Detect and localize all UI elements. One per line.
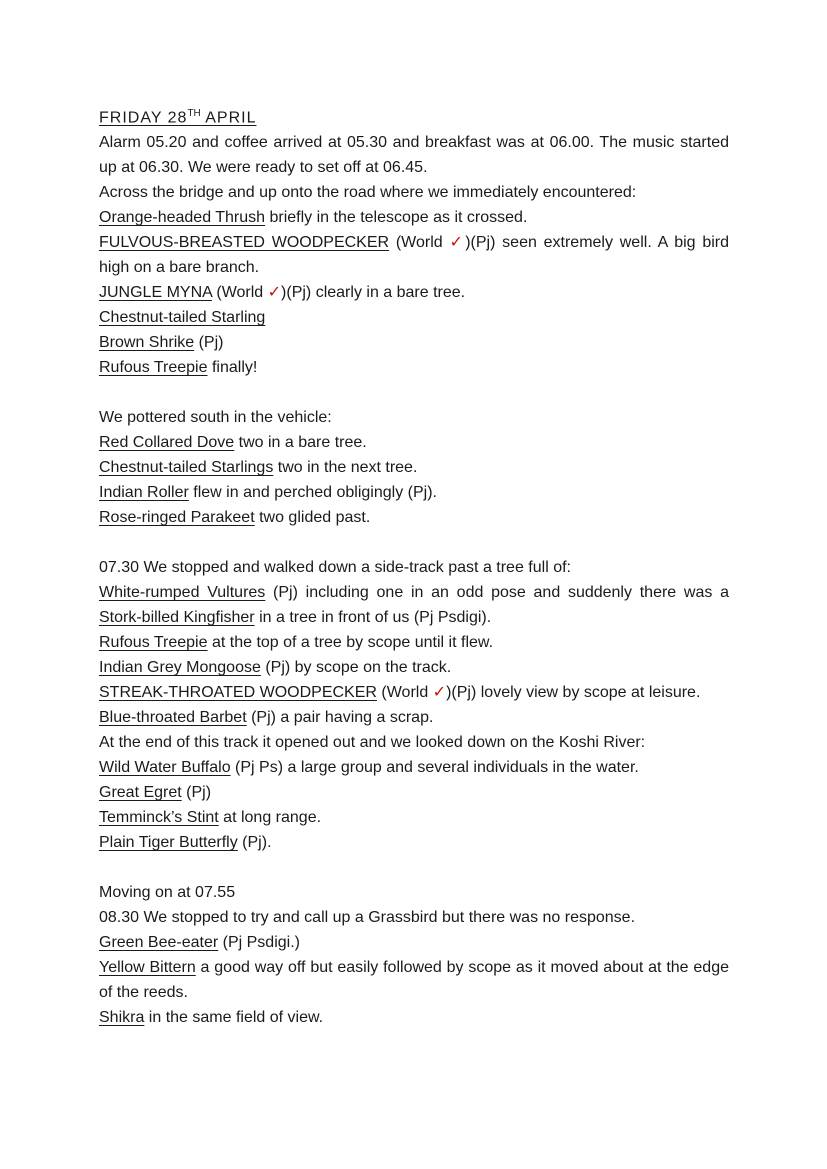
checkmark-icon: ✓ [267, 284, 282, 302]
paragraph [99, 580, 729, 630]
paragraph [99, 305, 729, 330]
paragraph [99, 130, 729, 180]
text-segment: FRIDAY 28 [99, 109, 188, 127]
text-segment: (World [211, 284, 268, 302]
paragraph [99, 430, 729, 455]
paragraph [99, 705, 729, 730]
paragraph [99, 205, 729, 230]
text-segment: (Pj) by scope on the track. [260, 659, 452, 677]
species-name: Chestnut-tailed Starlings [99, 459, 274, 477]
paragraph [99, 780, 729, 805]
paragraph [99, 1005, 729, 1030]
text-segment: (Pj) a pair having a scrap. [246, 709, 434, 727]
paragraph [99, 955, 729, 1005]
text-segment: (Pj Psdigi.) [218, 934, 300, 952]
text-segment: (Pj Ps) a large group and several individuals in the water. [230, 759, 639, 777]
paragraph [99, 455, 729, 480]
paragraph [99, 730, 729, 755]
text-segment: Alarm 05.20 and coffee arrived at 05.30 and breakfast was at 06.00. The music started up at 06.30. We were ready to set off at 06.45. [99, 134, 729, 177]
text-segment: in a tree in front of us (Pj Psdigi). [254, 609, 492, 627]
species-name: Orange-headed Thrush [99, 209, 266, 227]
text-segment: (World [376, 684, 433, 702]
text-segment: (Pj). [237, 834, 272, 852]
ordinal-superscript: TH [187, 108, 201, 119]
text-segment: a good way off but easily followed by scope as it moved about at the edge of the reeds. [99, 959, 729, 1002]
text-segment: briefly in the telescope as it crossed. [265, 209, 528, 227]
text-segment: (Pj) [194, 334, 224, 352]
blank-line [99, 380, 729, 405]
page-title [99, 101, 729, 130]
species-name: White-rumped Vultures [99, 584, 266, 602]
text-segment: in the same field of view. [144, 1009, 324, 1027]
species-name: Rose-ringed Parakeet [99, 509, 255, 527]
text-segment: two in a bare tree. [234, 434, 367, 452]
species-name: Stork-billed Kingfisher [99, 609, 255, 627]
species-name: Yellow Bittern [99, 959, 196, 977]
paragraph [99, 830, 729, 855]
species-name: STREAK-THROATED WOODPECKER [99, 684, 377, 702]
blank-line [99, 855, 729, 880]
paragraph [99, 505, 729, 530]
text-segment: Moving on at 07.55 [99, 884, 236, 902]
text-segment: )(Pj) clearly in a bare tree. [281, 284, 466, 302]
text-segment: Across the bridge and up onto the road where we immediately encountered: [99, 184, 637, 202]
checkmark-icon: ✓ [449, 234, 466, 252]
text-segment: 07.30 We stopped and walked down a side-track past a tree full of: [99, 559, 571, 577]
text-segment: (Pj) including one in an odd pose and suddenly there was a [265, 584, 729, 602]
paragraph [99, 280, 729, 305]
paragraph [99, 880, 729, 905]
species-name: Great Egret [99, 784, 182, 802]
text-segment: )(Pj) lovely view by scope at leisure. [446, 684, 701, 702]
paragraph [99, 680, 729, 705]
paragraph [99, 930, 729, 955]
text-segment: at long range. [218, 809, 322, 827]
text-segment: two in the next tree. [273, 459, 418, 477]
text-segment: (World [389, 234, 450, 252]
paragraph [99, 905, 729, 930]
paragraph [99, 405, 729, 430]
text-segment: APRIL [200, 109, 257, 127]
species-name: Temminck’s Stint [99, 809, 219, 827]
text-segment: At the end of this track it opened out and we looked down on the Koshi River: [99, 734, 646, 752]
paragraph [99, 355, 729, 380]
species-name: Plain Tiger Butterfly [99, 834, 238, 852]
document-content [99, 101, 729, 1030]
text-segment: 08.30 We stopped to try and call up a Grassbird but there was no response. [99, 909, 636, 927]
text-segment: finally! [207, 359, 258, 377]
paragraph [99, 330, 729, 355]
species-name: Chestnut-tailed Starling [99, 309, 266, 327]
species-name: Indian Roller [99, 484, 189, 502]
species-name: Rufous Treepie [99, 359, 208, 377]
checkmark-icon: ✓ [432, 684, 447, 702]
species-name: Green Bee-eater [99, 934, 219, 952]
paragraph [99, 480, 729, 505]
species-name: FULVOUS-BREASTED WOODPECKER [99, 234, 390, 252]
text-segment: two glided past. [254, 509, 371, 527]
text-segment: We pottered south in the vehicle: [99, 409, 332, 427]
text-segment: )(Pj) seen extremely well. A big bird high on a bare branch. [99, 234, 730, 277]
text-segment: (Pj) [181, 784, 212, 802]
species-name: JUNGLE MYNA [99, 284, 212, 302]
blank-line [99, 530, 729, 555]
species-name: Wild Water Buffalo [99, 759, 231, 777]
paragraph [99, 180, 729, 205]
paragraph [99, 630, 729, 655]
species-name: Red Collared Dove [99, 434, 235, 452]
paragraph [99, 805, 729, 830]
paragraph [99, 655, 729, 680]
species-name: Brown Shrike [99, 334, 195, 352]
species-name: Shikra [99, 1009, 145, 1027]
text-segment: at the top of a tree by scope until it flew. [207, 634, 494, 652]
species-name: Blue-throated Barbet [99, 709, 247, 727]
paragraph [99, 230, 729, 280]
species-name: Indian Grey Mongoose [99, 659, 261, 677]
species-name: Rufous Treepie [99, 634, 208, 652]
paragraph [99, 755, 729, 780]
text-segment: flew in and perched obligingly (Pj). [188, 484, 437, 502]
paragraph [99, 555, 729, 580]
